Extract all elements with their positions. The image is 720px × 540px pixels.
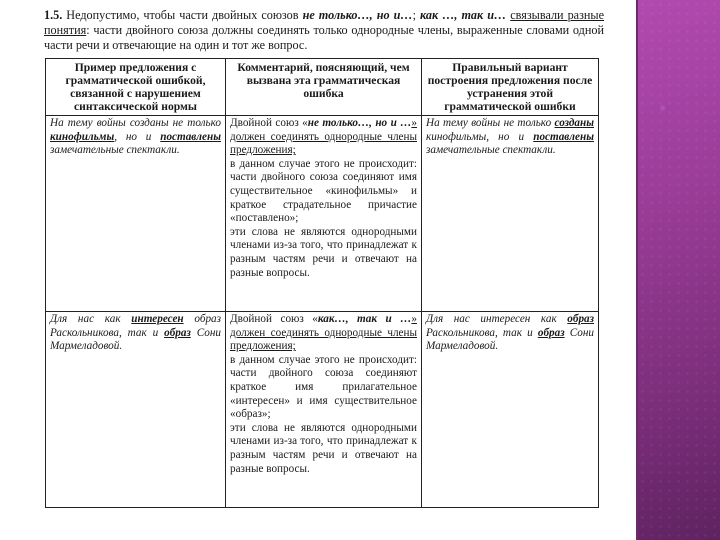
- header-example: Пример предложения с грамматической ошибкой, связанной с нарушением синтаксической нормы: [46, 59, 226, 116]
- intro-underlined: связывали разные понятия: [44, 8, 605, 37]
- conjunction-2: как …, так и…: [420, 8, 507, 22]
- intro-text: Недопустимо, чтобы части двойных союзов: [62, 8, 303, 22]
- example-cell: Для нас как интересен образ Раскольникова, так и образ Сони Мармеладовой.: [46, 312, 226, 508]
- comment-cell: Двойной союз «как…, так и …» должен соединять однородные члены предложения; в данном случае этого не происходит: части двойного союза соединяют краткое имя прилагательное «интересен» и имя существительное «образ»; эти слова не являются однородными членами из-за того, что принадлежат к разным частям речи и отвечают на разные вопросы.: [226, 312, 422, 508]
- table-row: [46, 312, 599, 508]
- rule-number: 1.5.: [44, 8, 63, 22]
- header-correct: Правильный вариант построения предложения после устранения этой грамматической ошибки: [422, 59, 599, 116]
- example-cell: На тему войны созданы не только кинофильмы, но и поставлены замечательные спектакли.: [46, 116, 226, 312]
- correct-cell: На тему войны не только созданы кинофильмы, но и поставлены замечательные спектакли.: [422, 116, 599, 312]
- correct-cell: Для нас интересен как образ Раскольникова, так и образ Сони Мармеладовой.: [422, 312, 599, 508]
- conjunction-1: не только…, но и…: [302, 8, 413, 22]
- intro-paragraph: 1.5. Недопустимо, чтобы части двойных союзов не только…, но и…; как …, так и… связывали разные понятия: части двойного союза должны соединять только однородные члены, выраженные словами одной части речи и отвечающие на один и тот же вопрос.: [44, 8, 605, 52]
- grammar-table: [45, 58, 599, 508]
- table-row: [46, 116, 599, 312]
- decorative-side-panel: [638, 0, 720, 540]
- comment-cell: Двойной союз «не только…, но и …» должен соединять однородные члены предложения; в данном случае этого не происходит: части двойного союза соединяют имя существительное «кинофильмы» и краткое страдательное причастие «поставлено»; эти слова не являются однородными членами из-за того, что принадлежат к разным частям речи и отвечают на разные вопросы.: [226, 116, 422, 312]
- header-comment: Комментарий, поясняющий, чем вызвана эта грамматическая ошибка: [226, 59, 422, 116]
- table-header-row: [46, 59, 599, 116]
